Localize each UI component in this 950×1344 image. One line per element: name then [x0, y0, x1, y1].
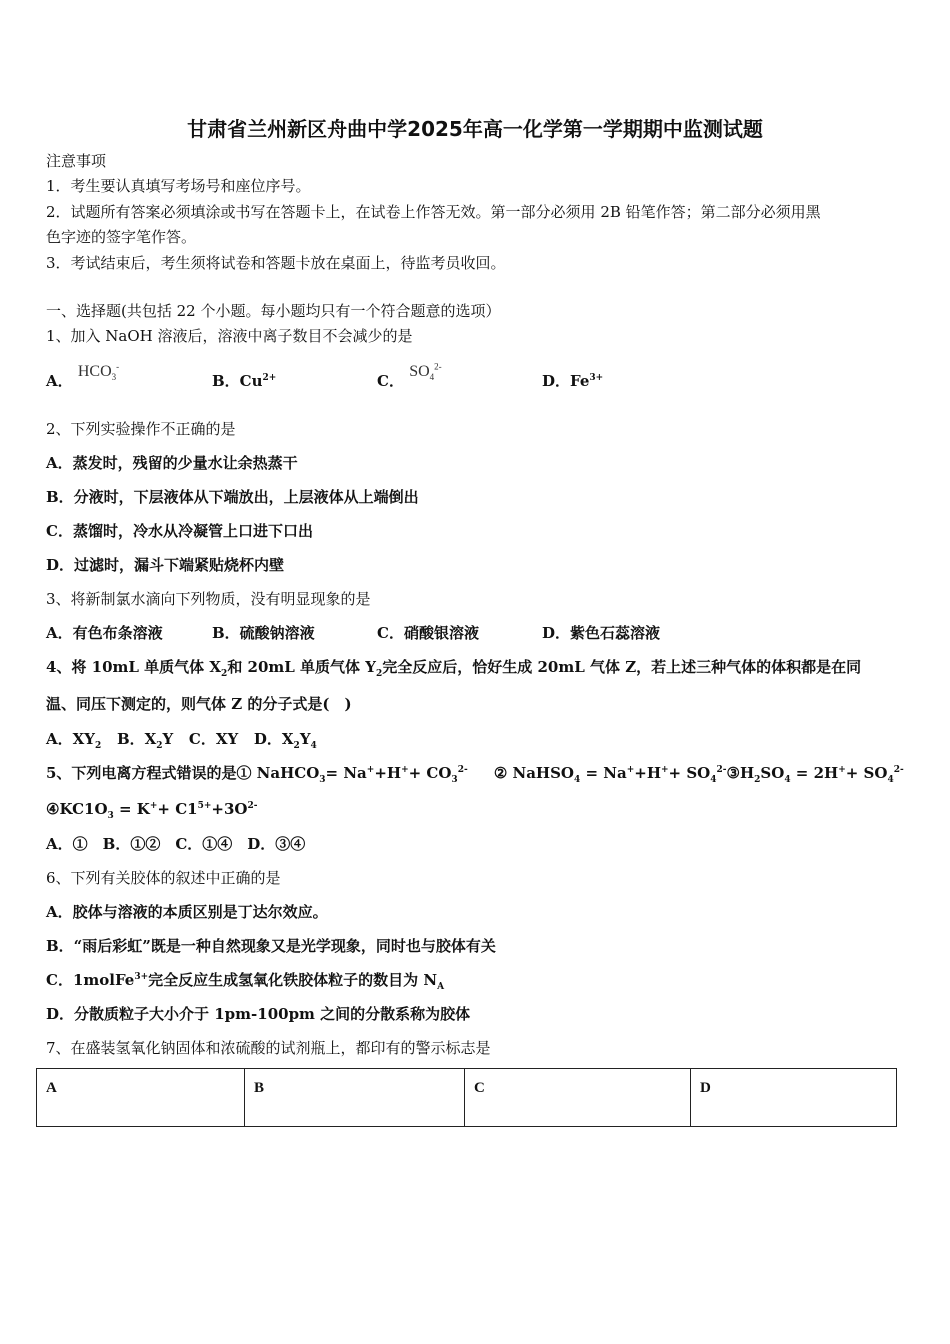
q2-option-a[interactable]: A．蒸发时，残留的少量水让余热蒸干 — [46, 454, 298, 472]
q4-options — [46, 729, 317, 749]
page-title: 甘肃省兰州新区舟曲中学2025年高一化学第一学期期中监测试题 — [187, 117, 763, 141]
q1-option-d[interactable]: D．$Fe^{3+}$ — [542, 372, 604, 390]
q7-option-a[interactable]: A — [37, 1069, 245, 1127]
q7-option-d[interactable]: D — [691, 1069, 897, 1127]
section-heading: 一、选择题(共包括 22 个小题。每小题均只有一个符合题意的选项） — [46, 302, 501, 320]
q6-stem: 6、下列有关胶体的叙述中正确的是 — [46, 869, 281, 887]
q1-option-a[interactable]: A． $HCO_3^-$ — [46, 361, 120, 390]
q6-option-a[interactable]: A．胶体与溶液的本质区别是丁达尔效应。 — [46, 903, 328, 921]
q6-option-b[interactable]: B．“雨后彩虹”既是一种自然现象又是光学现象，同时也与胶体有关 — [46, 937, 496, 955]
notice-item-2: 2．试题所有答案必须填涂或书写在答题卡上，在试卷上作答无效。第一部分必须用 2B 铅笔作答；第二部分必须用黑 — [46, 203, 821, 221]
q4-option-c[interactable]: C．XY — [188, 730, 239, 748]
notice-heading: 注意事项 — [46, 152, 107, 170]
notice-item-3: 3．考试结束后，考生须将试卷和答题卡放在桌面上，待监考员收回。 — [46, 254, 506, 272]
q3-option-b[interactable]: B．硫酸钠溶液 — [212, 624, 315, 642]
q4-stem-line1: 4、将 10mL 单质气体 $X_2$和 20mL 单质气体 $Y_2$完全反应后，恰好生成 20mL 气体 Z，若上述三种气体的体积都是在同 — [46, 658, 862, 679]
q1-option-b[interactable]: B．$Cu^{2+}$ — [212, 372, 277, 390]
notice-item-1: 1．考生要认真填写考场号和座位序号。 — [46, 177, 311, 195]
q5-stem-line1: 5、下列电离方程式错误的是① NaHCO$_3$= $Na^++H^++ CO_3^{2-}$ ② NaHSO$_4$ = $Na^++H^++ SO_4^{2-}③H_2SO_4 = 2H^++ SO_4^{2-}$ — [46, 764, 904, 785]
sulfate-ion: $SO_4^{2-}$ — [409, 361, 442, 383]
q2-option-b[interactable]: B．分液时，下层液体从下端放出，上层液体从上端倒出 — [46, 488, 419, 506]
q5-options[interactable]: A．① B．①② C．①④ D．③④ — [46, 835, 306, 853]
q5-stem-line2: $④KC1O_3 = K^++ C1^{5+}+3O^{2-}$ — [46, 800, 258, 821]
q4-stem-line2: 温、同压下测定的，则气体 Z 的分子式是( ) — [46, 695, 352, 713]
q7-options-table — [36, 1068, 897, 1127]
q2-option-d[interactable]: D．过滤时，漏斗下端紧贴烧杯内壁 — [46, 556, 285, 574]
notice-item-2-cont: 色字迹的签字笔作答。 — [46, 228, 197, 246]
q3-stem: 3、将新制氯水滴向下列物质，没有明显现象的是 — [46, 590, 371, 608]
q7-option-c[interactable]: C — [465, 1069, 691, 1127]
q7-option-b[interactable]: B — [245, 1069, 465, 1127]
q3-option-a[interactable]: A．有色布条溶液 — [46, 624, 163, 642]
q4-option-d[interactable]: D．$X_2Y_4$ — [253, 730, 317, 751]
q6-option-c[interactable]: C．1molFe$^{3+}$完全反应生成氢氧化铁胶体粒子的数目为 $N_A$ — [46, 971, 445, 992]
q7-stem: 7、在盛装氢氧化钠固体和浓硫酸的试剂瓶上，都印有的警示标志是 — [46, 1039, 491, 1057]
q2-option-c[interactable]: C．蒸馏时，冷水从冷凝管上口进下口出 — [46, 522, 313, 540]
q6-option-d[interactable]: D．分散质粒子大小介于 1pm-100pm 之间的分散系称为胶体 — [46, 1005, 471, 1023]
q4-option-b[interactable]: B．$X_2Y$ — [116, 730, 174, 751]
q3-option-c[interactable]: C．硝酸银溶液 — [377, 624, 479, 642]
q3-option-d[interactable]: D．紫色石蕊溶液 — [542, 624, 661, 642]
q1-stem: 1、加入 NaOH 溶液后，溶液中离子数目不会减少的是 — [46, 327, 413, 345]
q1-option-c[interactable]: C． $SO_4^{2-}$ — [377, 361, 442, 390]
q2-stem: 2、下列实验操作不正确的是 — [46, 420, 236, 438]
bicarbonate-ion: $HCO_3^-$ — [77, 361, 120, 383]
q4-option-a[interactable]: A．$XY_2$ — [46, 730, 102, 751]
